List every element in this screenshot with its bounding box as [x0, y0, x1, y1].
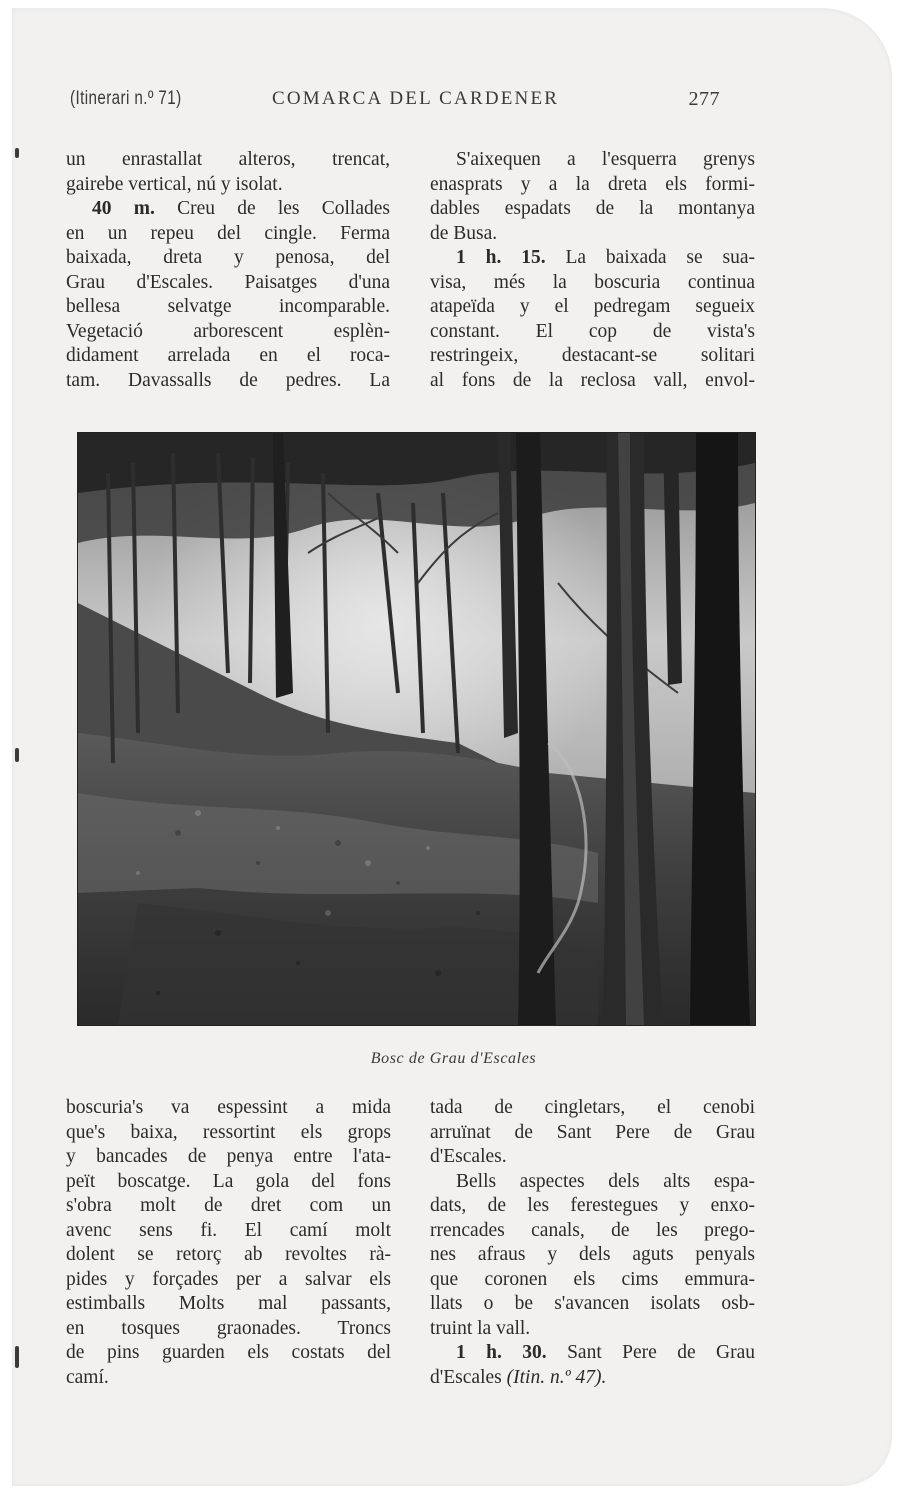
text-line	[66, 173, 390, 198]
chapter-title: COMARCA DEL CARDENER	[272, 88, 560, 109]
line-text: Creu de les Collades	[154, 198, 390, 219]
text-line	[66, 271, 390, 296]
page-number: 277	[688, 88, 720, 110]
line-text: camí.	[66, 1366, 109, 1388]
text-line	[66, 222, 390, 247]
line-text: tam. Davassalls de pedres. La	[66, 369, 390, 391]
line-text: atapeïda y el pedregam segueix	[430, 296, 755, 317]
text-line	[66, 1121, 391, 1146]
text-line	[66, 295, 390, 320]
text-line	[430, 320, 755, 345]
line-text: avenc sens fi. El camí molt	[66, 1219, 391, 1241]
line-text: Grau d'Escales. Paisatges d'una	[66, 271, 390, 293]
text-line	[430, 1317, 755, 1342]
text-line	[66, 1096, 391, 1121]
text-line	[430, 246, 755, 271]
text-line	[66, 246, 390, 271]
text-line	[430, 369, 755, 394]
time-marker: 1 h. 30.	[456, 1342, 547, 1363]
text-line	[66, 1292, 391, 1317]
line-text: bellesa selvatge incomparable.	[66, 296, 390, 317]
binding-mark	[15, 748, 19, 762]
paragraph	[430, 148, 755, 246]
text-line	[430, 295, 755, 320]
text-line	[66, 197, 390, 222]
line-text: en un repeu del cingle. Ferma	[66, 222, 390, 244]
paragraph	[66, 1096, 391, 1390]
text-line	[430, 1268, 755, 1293]
text-line	[66, 1243, 391, 1268]
figure-caption: Bosc de Grau d'Escales	[370, 1050, 537, 1067]
line-text: constant. El cop de vista's	[430, 320, 755, 342]
text-line	[430, 1292, 755, 1317]
text-line	[66, 344, 390, 369]
text-line	[430, 197, 755, 222]
text-line	[66, 1194, 391, 1219]
text-line	[430, 344, 755, 369]
running-header	[70, 88, 720, 116]
text-column-bottom-left	[66, 1096, 391, 1390]
line-text: y bancades de penya entre l'ata-	[66, 1146, 391, 1167]
text-line	[430, 1366, 755, 1391]
text-column-top-right	[430, 148, 755, 393]
text-line	[430, 1170, 755, 1195]
paragraph	[430, 1170, 755, 1342]
paragraph	[66, 148, 390, 197]
line-text: Bells aspectes dels alts espa-	[456, 1170, 755, 1192]
text-line	[66, 369, 390, 394]
line-text: de pins guarden els costats del	[66, 1342, 391, 1363]
line-text: rrencades canals, de les prego-	[430, 1219, 755, 1241]
line-text: enasprats y a la dreta els formi-	[430, 173, 755, 195]
line-text: S'aixequen a l'esquerra grenys	[456, 149, 755, 170]
text-line	[430, 1194, 755, 1219]
paragraph	[66, 197, 390, 393]
binding-mark	[15, 148, 19, 158]
line-text: peït boscatge. La gola del fons	[66, 1170, 391, 1192]
line-text: Sant Pere de Grau	[546, 1342, 755, 1363]
forest-photograph	[77, 432, 756, 1026]
text-line	[430, 271, 755, 296]
text-line	[430, 1145, 755, 1170]
text-line	[430, 1341, 755, 1366]
line-text: al fons de la reclosa vall, envol-	[430, 369, 755, 391]
line-text: de Busa.	[430, 222, 498, 244]
text-line	[430, 148, 755, 173]
text-line	[430, 1219, 755, 1244]
text-line	[66, 1170, 391, 1195]
text-line	[66, 148, 390, 173]
text-column-bottom-right	[430, 1096, 755, 1390]
line-text: estimballs Molts mal passants,	[66, 1293, 391, 1314]
itinerary-ref: (Itinerari n.º 71)	[70, 88, 182, 109]
line-text: restringeix, destacant-se solitari	[430, 345, 755, 366]
line-text: tada de cingletars, el cenobi	[430, 1097, 755, 1118]
line-text: La baixada se sua-	[545, 247, 755, 268]
line-text: pides y forçades per a salvar els	[66, 1268, 391, 1290]
line-text: un enrastallat alteros, trencat,	[66, 149, 390, 170]
text-line	[430, 1096, 755, 1121]
text-line	[66, 1145, 391, 1170]
paragraph	[430, 246, 755, 393]
line-text: arruïnat de Sant Pere de Grau	[430, 1121, 755, 1143]
text-line	[66, 1366, 391, 1391]
paragraph	[430, 1096, 755, 1170]
line-text: truint la vall.	[430, 1317, 531, 1339]
text-line	[66, 1341, 391, 1366]
line-text: gairebe vertical, nú y isolat.	[66, 173, 283, 195]
line-text: nes afraus y dels aguts penyals	[430, 1244, 755, 1265]
line-text: didament arrelada en el roca-	[66, 345, 390, 366]
line-text: dables espadats de la montanya	[430, 198, 755, 219]
text-column-top-left	[66, 148, 390, 393]
line-text: dolent se retorç ab revoltes rà-	[66, 1244, 391, 1265]
text-line	[430, 1243, 755, 1268]
binding-mark	[15, 1346, 19, 1368]
itinerary-reference: (Itin. n.º 47).	[506, 1366, 607, 1388]
line-text: visa, més la boscuria continua	[430, 271, 755, 293]
line-text: Vegetació arborescent esplèn-	[66, 320, 390, 342]
line-text: que coronen els cims emmura-	[430, 1268, 755, 1290]
line-text: baixada, dreta y penosa, del	[66, 247, 390, 268]
line-text: dats, de les ferestegues y enxo-	[430, 1195, 755, 1216]
line-text: d'Escales	[430, 1366, 507, 1388]
line-text: s'obra molt de dret com un	[66, 1195, 391, 1216]
line-text: d'Escales.	[430, 1146, 507, 1167]
text-line	[66, 1219, 391, 1244]
text-line	[66, 1317, 391, 1342]
line-text: en tosques graonades. Troncs	[66, 1317, 391, 1339]
text-line	[430, 222, 755, 247]
line-text: que's baixa, ressortint els grops	[66, 1121, 391, 1143]
line-text: llats o be s'avancen isolats osb-	[430, 1293, 755, 1314]
time-marker: 40 m.	[92, 198, 155, 219]
text-line	[430, 1121, 755, 1146]
text-line	[430, 173, 755, 198]
time-marker: 1 h. 15.	[456, 247, 546, 268]
text-line	[66, 320, 390, 345]
line-text: boscuria's va espessint a mida	[66, 1097, 391, 1118]
text-line	[66, 1268, 391, 1293]
paragraph	[430, 1341, 755, 1390]
